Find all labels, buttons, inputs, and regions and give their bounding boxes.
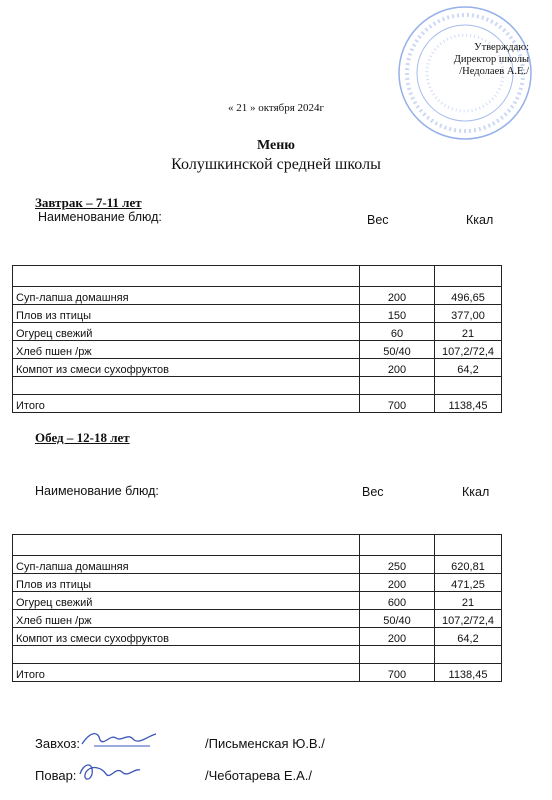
dish-name: Хлеб пшен /рж (13, 610, 360, 628)
cook-name: /Чеботарева Е.А./ (205, 768, 313, 783)
dish-name: Компот из смеси сухофруктов (13, 628, 360, 646)
cell (360, 535, 435, 556)
table-row (13, 341, 502, 359)
breakfast-col-weight: Вес (367, 213, 389, 227)
menu-date: « 21 » октября 2024г (227, 102, 325, 114)
dish-name: Суп-лапша домашняя (13, 556, 360, 574)
dish-weight: 250 (360, 556, 435, 574)
cook-label: Повар: (35, 768, 77, 783)
approval-block (389, 42, 529, 78)
approval-line-1: Утверждаю: (474, 42, 529, 53)
dish-weight: 200 (360, 287, 435, 305)
breakfast-col-kcal: Ккал (466, 213, 494, 227)
dish-weight: 50/40 (360, 341, 435, 359)
dish-name: Огурец свежий (13, 592, 360, 610)
dish-weight: 200 (360, 574, 435, 592)
dish-name: Огурец свежий (13, 323, 360, 341)
dish-weight: 150 (360, 305, 435, 323)
table-row (13, 574, 502, 592)
dish-name: Хлеб пшен /рж (13, 341, 360, 359)
lunch-col-name: Наименование блюд: (35, 484, 159, 498)
cell (13, 266, 360, 287)
dish-name: Плов из птицы (13, 574, 360, 592)
table-row (13, 323, 502, 341)
dish-kcal: 496,65 (435, 287, 502, 305)
table-row (13, 287, 502, 305)
dish-kcal: 107,2/72,4 (435, 610, 502, 628)
breakfast-col-name: Наименование блюд: (38, 210, 162, 224)
cell (360, 266, 435, 287)
table-row-total (13, 664, 502, 682)
page-title: Меню (256, 138, 295, 153)
total-kcal: 1138,45 (435, 395, 502, 413)
cell (435, 646, 502, 664)
total-weight: 700 (360, 664, 435, 682)
table-row (13, 556, 502, 574)
lunch-table (12, 534, 502, 682)
table-row (13, 377, 502, 395)
total-label: Итого (13, 395, 360, 413)
table-row (13, 359, 502, 377)
table-row-total (13, 395, 502, 413)
storekeeper-label: Завхоз: (35, 736, 80, 751)
total-weight: 700 (360, 395, 435, 413)
cell (435, 535, 502, 556)
table-row (13, 610, 502, 628)
breakfast-heading: Завтрак – 7-11 лет (35, 195, 142, 210)
cell (435, 377, 502, 395)
cell (13, 535, 360, 556)
lunch-col-kcal: Ккал (462, 485, 490, 499)
dish-weight: 200 (360, 359, 435, 377)
dish-name: Плов из птицы (13, 305, 360, 323)
dish-weight: 60 (360, 323, 435, 341)
dish-kcal: 107,2/72,4 (435, 341, 502, 359)
storekeeper-name: /Письменская Ю.В./ (205, 736, 325, 751)
storekeeper-signature (80, 726, 160, 752)
table-row (13, 305, 502, 323)
dish-kcal: 620,81 (435, 556, 502, 574)
dish-kcal: 21 (435, 323, 502, 341)
page-subtitle: Колушкинской средней школы (171, 156, 381, 173)
dish-name: Суп-лапша домашняя (13, 287, 360, 305)
table-row (13, 592, 502, 610)
dish-weight: 50/40 (360, 610, 435, 628)
dish-kcal: 471,25 (435, 574, 502, 592)
lunch-col-weight: Вес (362, 485, 384, 499)
total-kcal: 1138,45 (435, 664, 502, 682)
breakfast-table (12, 265, 502, 413)
total-label: Итого (13, 664, 360, 682)
table-row (13, 266, 502, 287)
dish-kcal: 64,2 (435, 628, 502, 646)
dish-name: Компот из смеси сухофруктов (13, 359, 360, 377)
dish-weight: 200 (360, 628, 435, 646)
cook-signature (76, 758, 146, 786)
cell (13, 646, 360, 664)
dish-kcal: 64,2 (435, 359, 502, 377)
cell (360, 646, 435, 664)
table-row (13, 535, 502, 556)
dish-kcal: 377,00 (435, 305, 502, 323)
cell (13, 377, 360, 395)
dish-weight: 600 (360, 592, 435, 610)
table-row (13, 646, 502, 664)
dish-kcal: 21 (435, 592, 502, 610)
approval-line-2: Директор школы (453, 54, 529, 65)
cell (360, 377, 435, 395)
approval-line-3: /Недолаев А.Е./ (459, 66, 529, 77)
table-row (13, 628, 502, 646)
cell (435, 266, 502, 287)
lunch-heading: Обед – 12-18 лет (35, 430, 130, 445)
